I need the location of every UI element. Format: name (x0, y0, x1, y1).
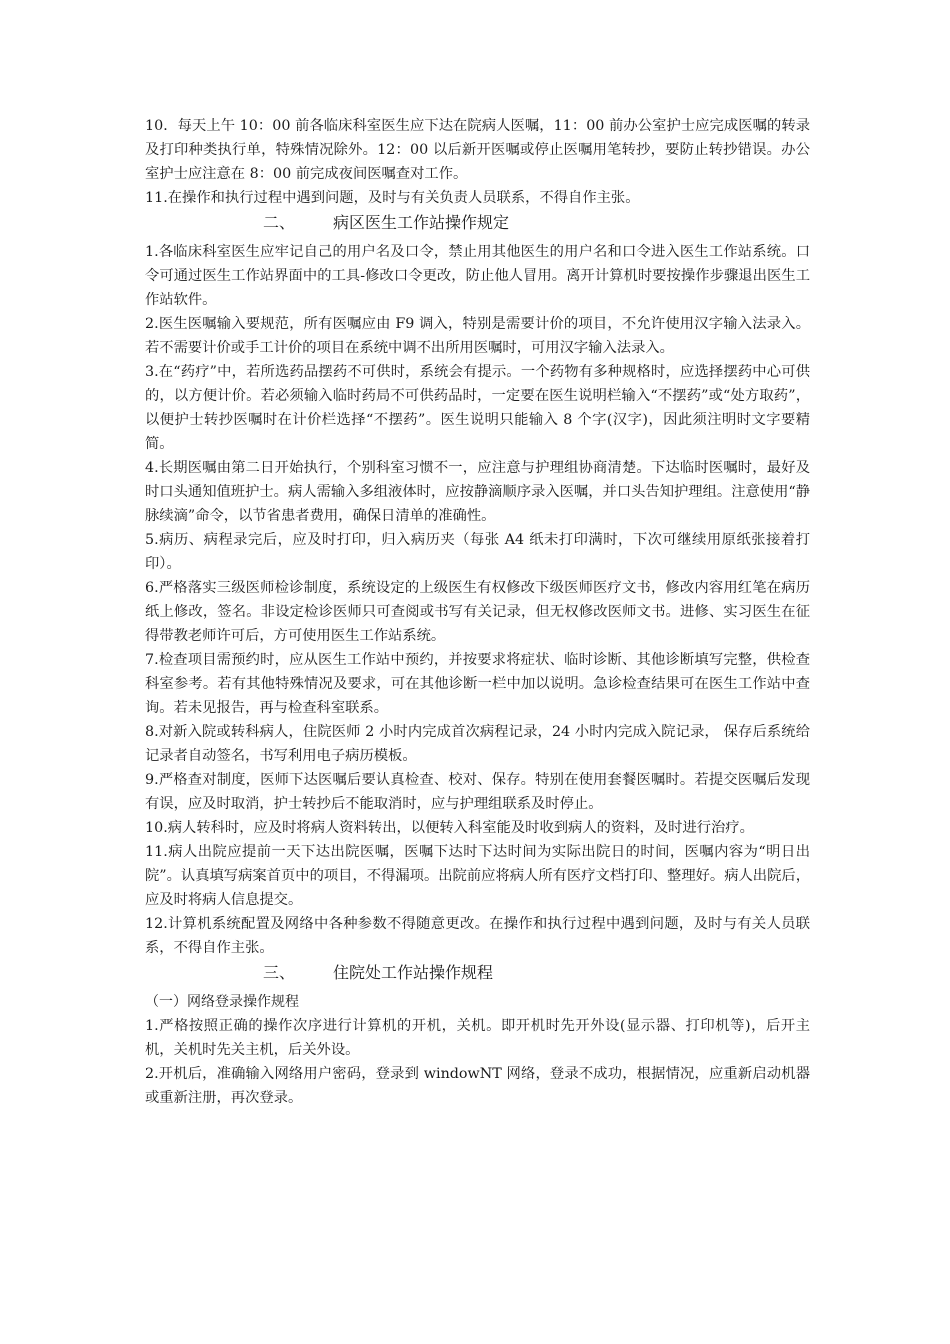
section3-title: 住院处工作站操作规程 (333, 963, 494, 982)
section2-item: 5.病历、病程录完后，应及时打印，归入病历夹（每张 A4 纸未打印满时，下次可继续用原纸张接着打印）。 (145, 532, 810, 572)
section1-item-11: 11.在操作和执行过程中遇到问题，及时与有关负责人员联系，不得自作主张。 (145, 190, 640, 206)
section2-item: 7.检查项目需预约时，应从医生工作站中预约，并按要求将症状、临时诊断、其他诊断填写完整，供检查科室参考。若有其他特殊情况及要求，可在其他诊断一栏中加以说明。急诊检查结果可在医生工作站中查询。若未见报告，再与检查科室联系。 (145, 652, 810, 716)
document-page (145, 114, 810, 1110)
section2-item: 6.严格落实三级医师检诊制度，系统设定的上级医生有权修改下级医师医疗文书，修改内容用红笔在病历纸上修改，签名。非设定检诊医师只可查阅或书写有关记录，但无权修改医师文书。进修、实习医生在征得带教老师许可后，方可使用医生工作站系统。 (145, 580, 810, 644)
section2-heading (145, 212, 810, 234)
section3-subsection-title: （一）网络登录操作规程 (145, 994, 299, 1010)
section3-item: 1.严格按照正确的操作次序进行计算机的开机，关机。即开机时先开外设(显示器、打印机等)，后开主机，关机时先关主机，后关外设。 (145, 1018, 810, 1058)
section2-item: 8.对新入院或转科病人，住院医师 2 小时内完成首次病程记录，24 小时内完成入院记录， 保存后系统给记录者自动签名，书写利用电子病历模板。 (145, 724, 810, 764)
section2-item: 12.计算机系统配置及网络中各种参数不得随意更改。在操作和执行过程中遇到问题，及时与有关人员联系，不得自作主张。 (145, 916, 810, 956)
section2-item: 1.各临床科室医生应牢记自己的用户名及口令，禁止用其他医生的用户名和口令进入医生工作站系统。口令可通过医生工作站界面中的工具-修改口令更改，防止他人冒用。离开计算机时要按操作步骤退出医生工作站软件。 (145, 244, 810, 308)
section2-title: 病区医生工作站操作规定 (333, 213, 510, 232)
section2-number: 二、 (263, 213, 296, 232)
section2-item: 10.病人转科时，应及时将病人资料转出，以便转入科室能及时收到病人的资料，及时进行治疗。 (145, 820, 754, 836)
section3-heading (145, 962, 810, 984)
section2-item: 11.病人出院应提前一天下达出院医嘱，医嘱下达时下达时间为实际出院日的时间，医嘱内容为“明日出院”。认真填写病案首页中的项目，不得漏项。出院前应将病人所有医疗文档打印、整理好。病人出院后，应及时将病人信息提交。 (145, 844, 810, 908)
section2-item: 9.严格查对制度，医师下达医嘱后要认真检查、校对、保存。特别在使用套餐医嘱时。若提交医嘱后发现有误，应及时取消，护士转抄后不能取消时，应与护理组联系及时停止。 (145, 772, 810, 812)
section2-item: 4.长期医嘱由第二日开始执行，个别科室习惯不一，应注意与护理组协商清楚。下达临时医嘱时，最好及时口头通知值班护士。病人需输入多组液体时，应按静滴顺序录入医嘱，并口头告知护理组。注意使用“静脉续滴”命令，以节省患者费用，确保日清单的准确性。 (145, 460, 810, 524)
section3-item: 2.开机后，准确输入网络用户密码，登录到 windowNT 网络，登录不成功，根据情况，应重新启动机器或重新注册，再次登录。 (145, 1066, 810, 1106)
section2-item: 2.医生医嘱输入要规范，所有医嘱应由 F9 调入，特别是需要计价的项目，不允许使用汉字输入法录入。若不需要计价或手工计价的项目在系统中调不出所用医嘱时，可用汉字输入法录入。 (145, 316, 810, 356)
section2-item: 3.在“药疗”中，若所选药品摆药不可供时，系统会有提示。一个药物有多种规格时，应选择摆药中心可供的，以方便计价。若必须输入临时药局不可供药品时，一定要在医生说明栏输入“不摆药”或“处方取药”，以便护士转抄医嘱时在计价栏选择“不摆药”。医生说明只能输入 8 个字(汉字)，因此须注明时文字要精简。 (145, 364, 810, 452)
section1-item-10: 10．每天上午 10：00 前各临床科室医生应下达在院病人医嘱，11：00 前办公室护士应完成医嘱的转录及打印种类执行单，特殊情况除外。12：00 以后新开医嘱或停止医嘱用笔转抄，要防止转抄错误。办公室护士应注意在 8：00 前完成夜间医嘱查对工作。 (145, 118, 810, 182)
section3-number: 三、 (263, 963, 296, 982)
